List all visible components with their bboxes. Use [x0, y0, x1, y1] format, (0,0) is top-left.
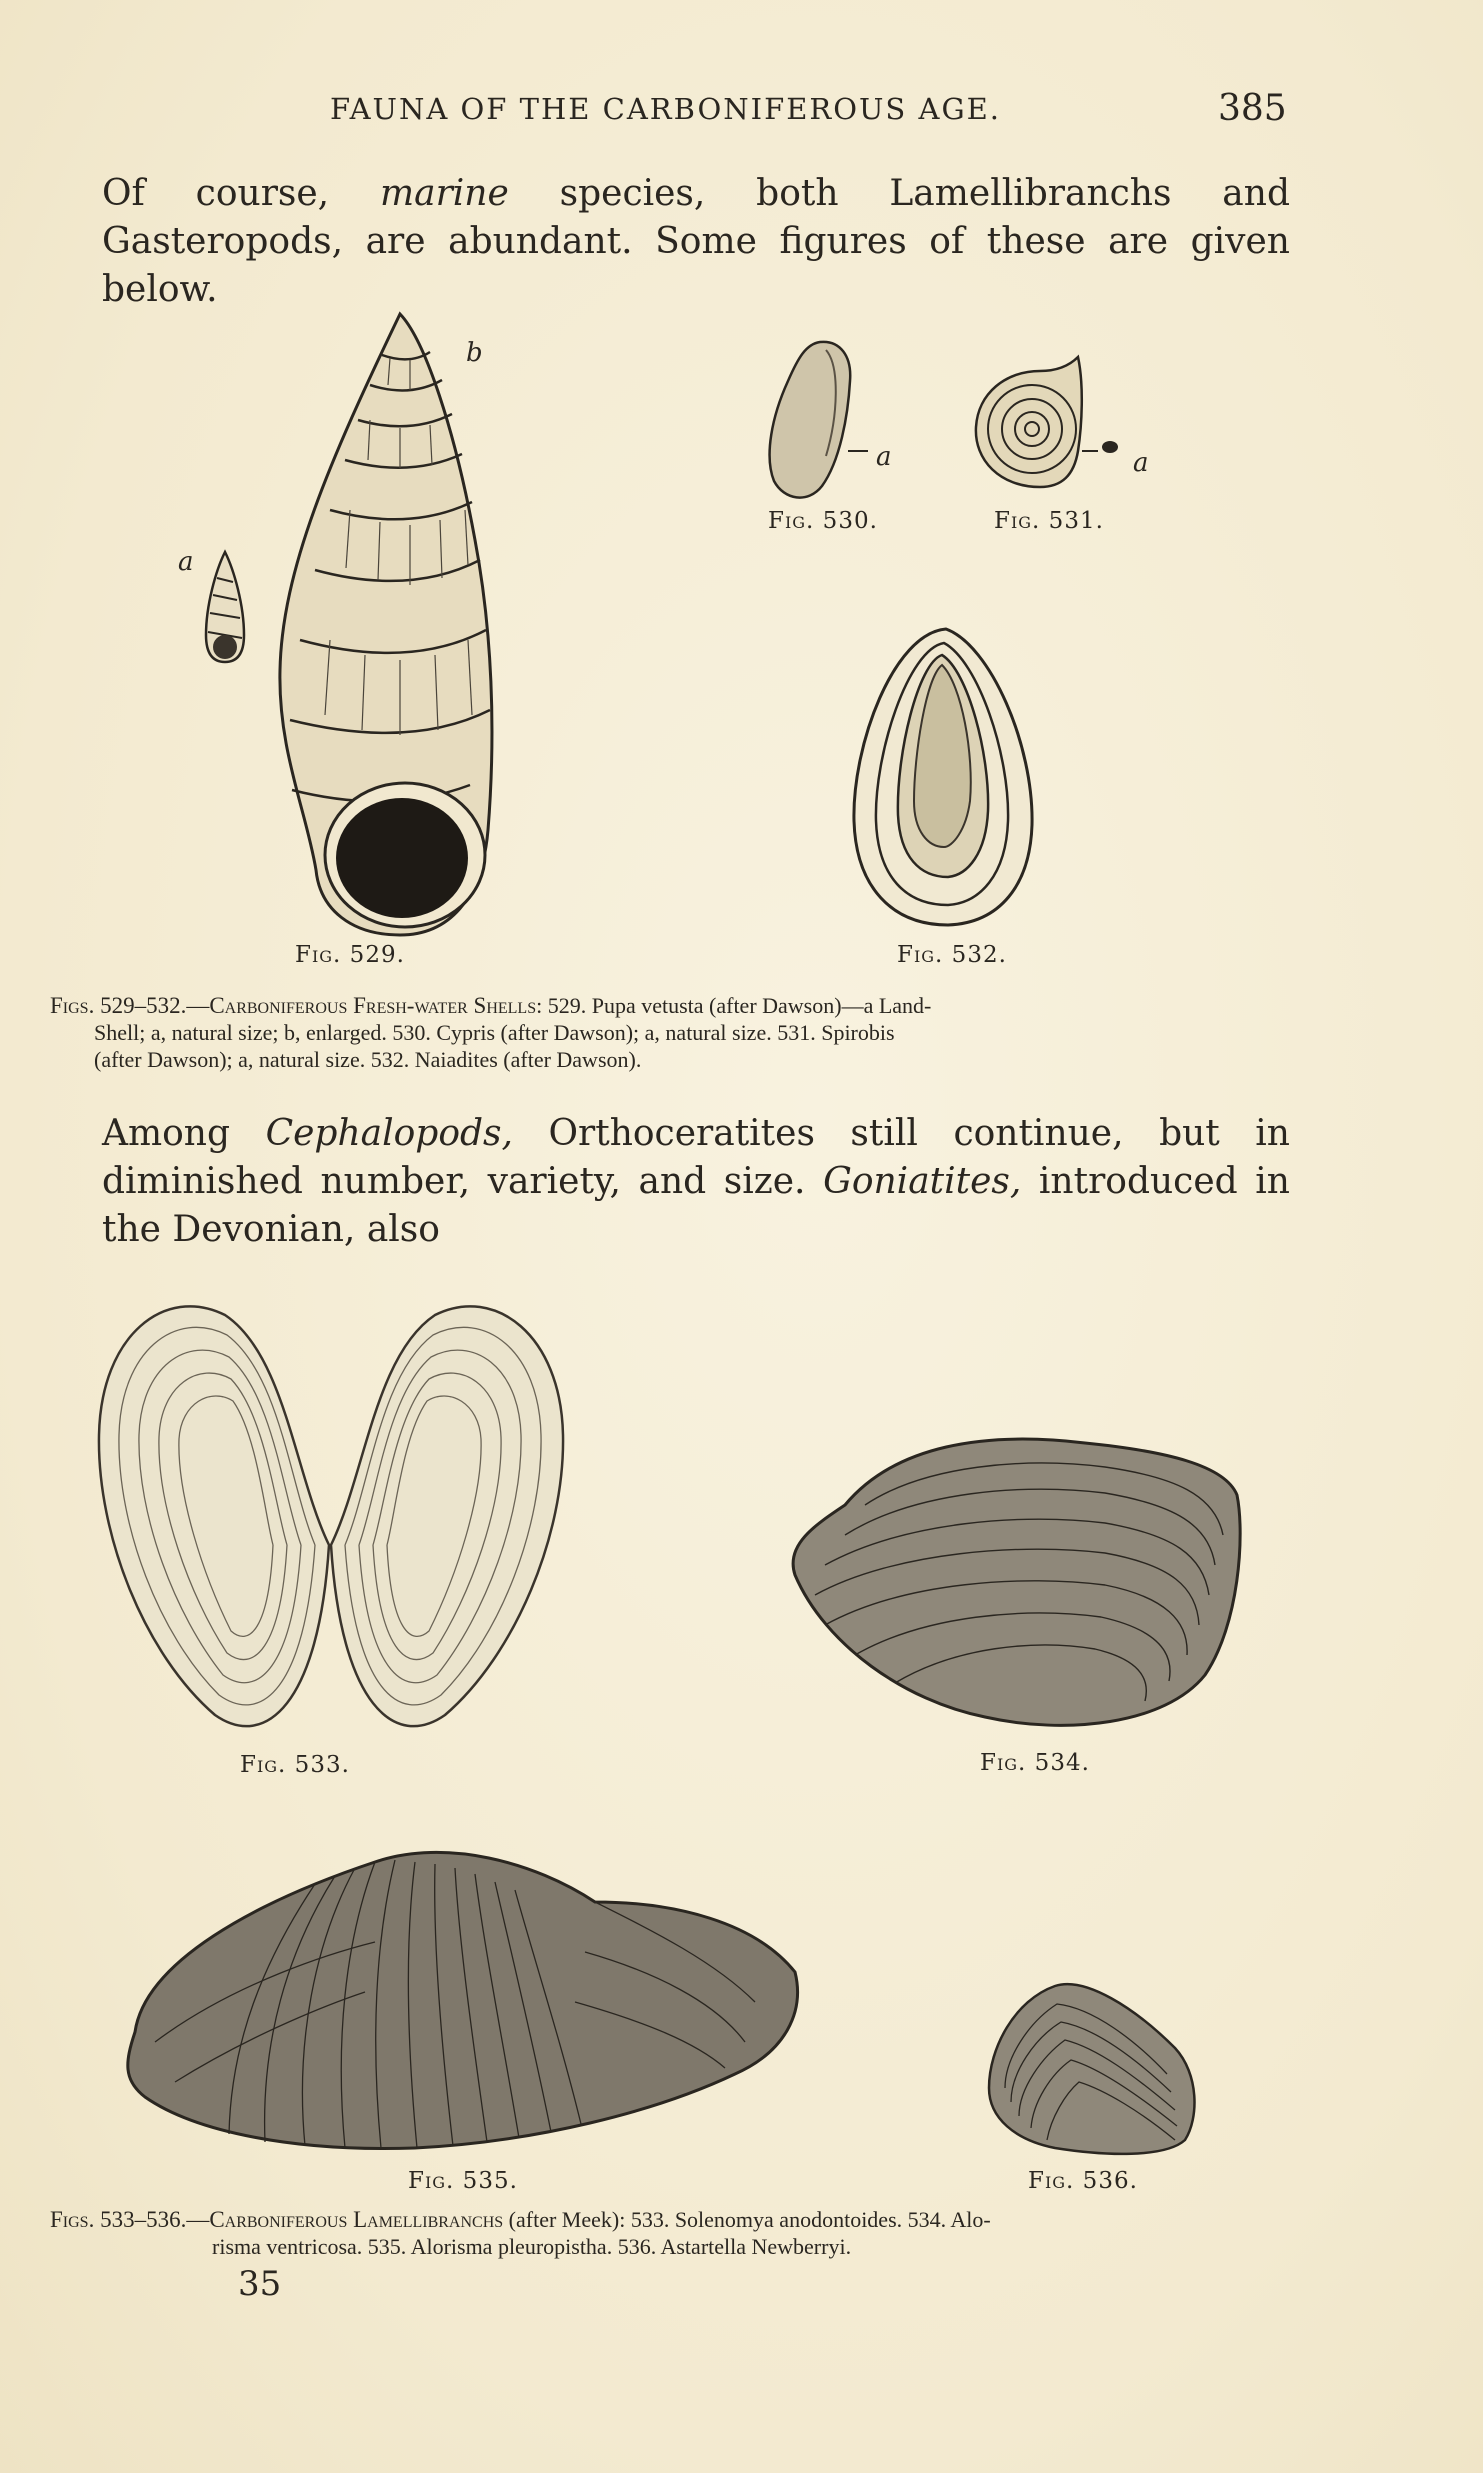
paragraph-2-em-2: Goniatites,	[823, 1161, 1022, 1202]
caption-1-text-2: Shell; a, natural size; b, enlarged. 530. Cypris (after Dawson); a, natural size. 531. Spirobis	[94, 1020, 895, 1045]
fig-536-astartella	[985, 1978, 1200, 2156]
paragraph-1	[50, 170, 1290, 314]
fig-536-label: Fig. 536.	[1028, 2168, 1138, 2194]
paragraph-1-pre: Of course,	[102, 173, 380, 214]
caption-1-text-1: : 529. Pupa vetusta (after Dawson)—a Land-	[536, 993, 932, 1018]
fig-530-cypris	[760, 336, 870, 506]
caption-2-lead: Figs. 533–536.—Carboniferous Lamellibranchs	[50, 2207, 504, 2232]
paragraph-2	[50, 1110, 1290, 1254]
paragraph-1-em: marine	[379, 173, 509, 214]
fig-533-label: Fig. 533.	[240, 1752, 350, 1778]
running-title: FAUNA OF THE CARBONIFEROUS AGE.	[330, 92, 1001, 126]
caption-1-text-3: (after Dawson); a, natural size. 532. Naiadites (after Dawson).	[94, 1047, 642, 1072]
caption-figs-533-536	[50, 2206, 1290, 2260]
paragraph-2-pre: Among	[102, 1113, 266, 1154]
fig-529-large-shell	[270, 310, 510, 940]
fig-529-small-shell	[200, 550, 250, 665]
fig-533-solenomya	[95, 1295, 565, 1735]
caption-1-lead: Figs. 529–532.—Carboniferous Fresh-water Shells	[50, 993, 537, 1018]
paragraph-2-mid: Orthoceratites still continue, but in diminished number, variety, and size.	[102, 1113, 1290, 1202]
fig-529-label-a: a	[178, 547, 194, 577]
fig-531-label: Fig. 531.	[994, 508, 1104, 534]
paragraph-2-em-1: Cephalopods,	[265, 1113, 513, 1154]
fig-534-alorisma-ventricosa	[785, 1425, 1245, 1735]
fig-531-label-a: a	[1133, 448, 1149, 478]
fig-531-spirobis	[970, 355, 1130, 495]
fig-529-label-b: b	[466, 338, 483, 368]
fig-535-alorisma-pleuropistha	[115, 1842, 800, 2154]
paragraph-1-post: species, both Lamellibranchs and Gasteropods, are abundant. Some figures of these are given below.	[102, 173, 1290, 310]
fig-530-label: Fig. 530.	[768, 508, 878, 534]
caption-figs-529-532	[50, 992, 1290, 1073]
signature-mark: 35	[238, 2264, 282, 2304]
paragraph-2-post: introduced in the Devonian, also	[102, 1161, 1290, 1250]
fig-530-label-a: a	[876, 442, 892, 472]
fig-535-label: Fig. 535.	[408, 2168, 518, 2194]
fig-532-naiadites	[850, 625, 1040, 930]
fig-529-label: Fig. 529.	[295, 942, 405, 968]
page-number: 385	[1218, 88, 1287, 129]
caption-2-text-1: (after Meek): 533. Solenomya anodontoides. 534. Alo-	[503, 2207, 991, 2232]
caption-2-text-2: risma ventricosa. 535. Alorisma pleuropistha. 536. Astartella Newberryi.	[212, 2234, 852, 2259]
fig-532-label: Fig. 532.	[897, 942, 1007, 968]
fig-534-label: Fig. 534.	[980, 1750, 1090, 1776]
